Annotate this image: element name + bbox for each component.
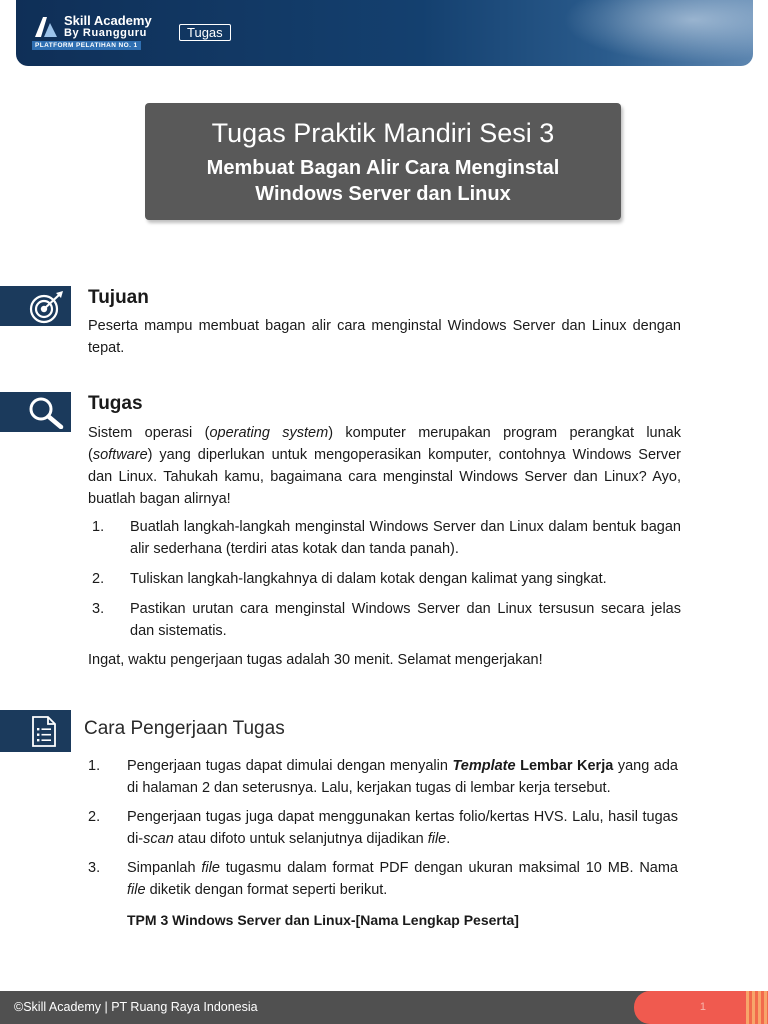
list-text: atau difoto untuk selanjutnya dijadikan [173,831,428,847]
target-icon [27,290,65,324]
list-number: 3. [88,860,101,876]
intro-term: software [92,447,148,463]
skill-academy-logo-icon [33,15,59,39]
file-term: file [127,882,146,898]
cara-icon-bar [0,710,71,752]
document-type-tag: Tugas [179,24,231,41]
list-number: 3. [92,601,105,617]
list-item [88,857,678,901]
brand-tagline: PLATFORM PELATIHAN NO. 1 [32,41,141,50]
scan-term: scan [143,831,174,847]
magnifier-icon [27,395,65,429]
intro-text: Sistem operasi ( [88,425,210,441]
list-number: 1. [88,758,101,774]
intro-text: ) yang diperlukan untuk mengoperasikan komputer, contohnya Windows Server dan Linux. Tahukah kamu, bagaimana cara menginstal Windows Server dan Linux? Ayo, buatlah bagan alirnya! [88,447,681,507]
footer-stripes [746,991,768,1024]
list-item [88,568,681,590]
footer-copyright: ©Skill Academy | PT Ruang Raya Indonesia [14,1000,258,1014]
list-item [88,598,681,642]
list-text: Simpanlah [127,860,202,876]
list-text: . [446,831,451,847]
template-term: Template [452,758,516,774]
tujuan-icon-bar [0,286,71,326]
footer [0,991,768,1024]
tujuan-text: Peserta mampu membuat bagan alir cara menginstal Windows Server dan Linux dengan tepat. [88,318,681,356]
list-item [88,516,681,560]
list-text: Tuliskan langkah-langkahnya di dalam kotak dengan kalimat yang singkat. [130,571,607,587]
list-text: Buatlah langkah-langkah menginstal Windows Server dan Linux dalam bentuk bagan alir sederhana (terdiri atas kotak dan tanda panah). [130,519,681,557]
title-box [145,103,621,220]
file-term: file [201,860,220,876]
list-text: tugasmu dalam format PDF dengan ukuran maksimal 10 MB. Nama [219,860,678,876]
list-number: 1. [92,519,105,535]
page-number: 1 [699,1001,706,1013]
brand-name: Skill Academy [64,13,152,28]
intro-text: ) komputer merupakan program perangkat lunak ( [88,425,681,463]
tujuan-heading: Tujuan [88,287,149,308]
list-text: diketik dengan format seperti berikut. [145,882,388,898]
tugas-list [88,516,681,642]
cara-heading: Cara Pengerjaan Tugas [84,718,285,739]
tugas-heading: Tugas [88,393,143,414]
header-decoration [553,0,753,66]
page-subtitle: Membuat Bagan Alir Cara Menginstal Windows Server dan Linux [206,157,560,205]
list-number: 2. [88,809,101,825]
list-text: Pastikan urutan cara menginstal Windows Server dan Linux tersusun secara jelas dan sistematis. [130,601,681,639]
intro-term: operating system [209,425,329,441]
list-text: Pengerjaan tugas juga dapat menggunakan kertas folio/kertas HVS. Lalu, hasil tugas di- [127,809,678,847]
header-banner [16,0,753,66]
tugas-reminder: Ingat, waktu pengerjaan tugas adalah 30 menit. Selamat mengerjakan! [88,652,543,668]
page-title: Tugas Praktik Mandiri Sesi 3 [211,118,555,148]
list-text: Pengerjaan tugas dapat dimulai dengan menyalin [127,758,453,774]
list-number: 2. [92,571,105,587]
document-list-icon [31,715,57,748]
lembar-kerja-term: Lembar Kerja [515,758,614,774]
list-item [88,755,678,799]
tugas-intro [88,422,681,510]
tugas-icon-bar [0,392,71,432]
brand-byline: By Ruangguru [64,27,147,39]
list-item [88,806,678,850]
file-term: file [427,831,447,847]
file-name-format: TPM 3 Windows Server dan Linux-[Nama Lengkap Peserta] [127,912,519,928]
list-text: yang ada di halaman 2 dan seterusnya. Lalu, kerjakan tugas di lembar kerja tersebut. [127,758,678,796]
cara-list [88,755,678,901]
